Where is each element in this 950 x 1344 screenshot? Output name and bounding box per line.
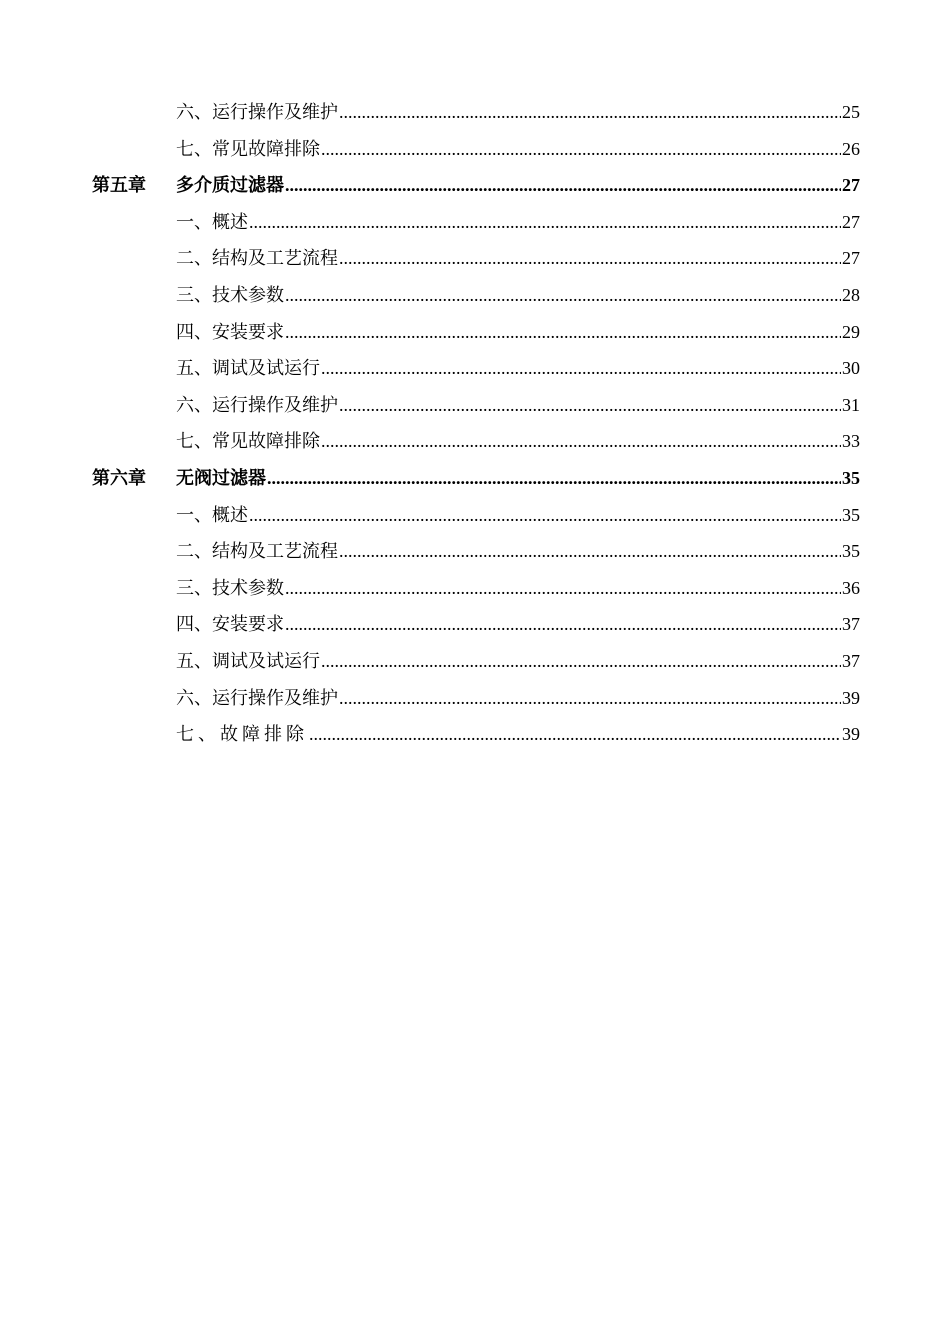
dot-leader <box>285 570 841 607</box>
dot-leader <box>267 460 841 497</box>
dot-leader <box>339 680 841 717</box>
toc-entry[interactable] <box>92 643 860 680</box>
toc-entry-title: 二、结构及工艺流程 <box>176 248 338 270</box>
toc-page-number: 28 <box>842 284 860 305</box>
toc-page-number: 37 <box>842 614 860 635</box>
dot-leader <box>309 716 841 753</box>
dot-leader <box>321 423 841 460</box>
toc-page-number: 29 <box>842 321 860 342</box>
toc-entry[interactable] <box>92 204 860 241</box>
toc-page-number: 39 <box>842 687 860 708</box>
toc-chapter-number: 第五章 <box>92 175 146 197</box>
toc-entry[interactable] <box>92 533 860 570</box>
toc-page-number: 26 <box>842 138 860 159</box>
dot-leader <box>339 533 841 570</box>
toc-chapter-title: 无阀过滤器 <box>176 467 266 489</box>
toc-entry[interactable] <box>92 314 860 351</box>
toc-entry[interactable] <box>92 94 860 131</box>
toc-entry-title: 六、运行操作及维护 <box>176 394 338 416</box>
toc-chapter-title: 多介质过滤器 <box>176 175 284 197</box>
dot-leader <box>339 240 841 277</box>
table-of-contents <box>92 94 860 753</box>
toc-entry[interactable] <box>92 423 860 460</box>
toc-entry-title: 一、概述 <box>176 211 248 233</box>
dot-leader <box>339 387 841 424</box>
toc-entry[interactable] <box>92 131 860 168</box>
dot-leader <box>321 643 841 680</box>
toc-entry-title: 五、调试及试运行 <box>176 650 320 672</box>
dot-leader <box>339 94 841 131</box>
toc-entry[interactable] <box>92 497 860 534</box>
toc-entry-title: 三、技术参数 <box>176 284 284 306</box>
toc-page-number: 30 <box>842 358 860 379</box>
toc-entry-title: 六、运行操作及维护 <box>176 102 338 123</box>
dot-leader <box>249 497 841 534</box>
toc-entry[interactable] <box>92 387 860 424</box>
toc-entry-title: 四、安装要求 <box>176 321 284 343</box>
dot-leader <box>285 606 841 643</box>
toc-page-number: 35 <box>842 467 860 488</box>
toc-page-number: 27 <box>842 175 860 196</box>
toc-chapter-entry[interactable] <box>92 167 860 204</box>
toc-page-number: 33 <box>842 431 860 452</box>
toc-entry[interactable] <box>92 350 860 387</box>
toc-entry[interactable] <box>92 680 860 717</box>
toc-entry-title: 三、技术参数 <box>176 577 284 599</box>
toc-entry[interactable] <box>92 240 860 277</box>
dot-leader <box>321 350 841 387</box>
dot-leader <box>249 204 841 241</box>
toc-entry-title: 六、运行操作及维护 <box>176 687 338 709</box>
toc-entry[interactable] <box>92 716 860 753</box>
toc-entry-title: 七、常见故障排除 <box>176 138 320 160</box>
toc-entry-title: 四、安装要求 <box>176 614 284 636</box>
toc-entry-title: 二、结构及工艺流程 <box>176 541 338 563</box>
toc-page-number: 35 <box>842 504 860 525</box>
toc-entry[interactable] <box>92 277 860 314</box>
toc-page-number: 37 <box>842 650 860 671</box>
toc-entry-title: 五、调试及试运行 <box>176 358 320 380</box>
toc-page-number: 36 <box>842 577 860 598</box>
toc-chapter-entry[interactable] <box>92 460 860 497</box>
toc-page-number: 35 <box>842 541 860 562</box>
toc-entry-title: 一、概述 <box>176 504 248 526</box>
toc-page-number: 25 <box>842 102 860 122</box>
toc-page-number: 31 <box>842 394 860 415</box>
dot-leader <box>285 167 841 204</box>
toc-chapter-number: 第六章 <box>92 467 146 489</box>
toc-entry[interactable] <box>92 570 860 607</box>
dot-leader <box>285 277 841 314</box>
dot-leader <box>285 314 841 351</box>
toc-page-number: 39 <box>842 724 860 745</box>
toc-page-number: 27 <box>842 211 860 232</box>
toc-entry-title: 七、常见故障排除 <box>176 431 320 453</box>
toc-page-number: 27 <box>842 248 860 269</box>
toc-entry[interactable] <box>92 606 860 643</box>
dot-leader <box>321 131 841 168</box>
toc-entry-title: 七、故障排除 <box>176 724 308 746</box>
